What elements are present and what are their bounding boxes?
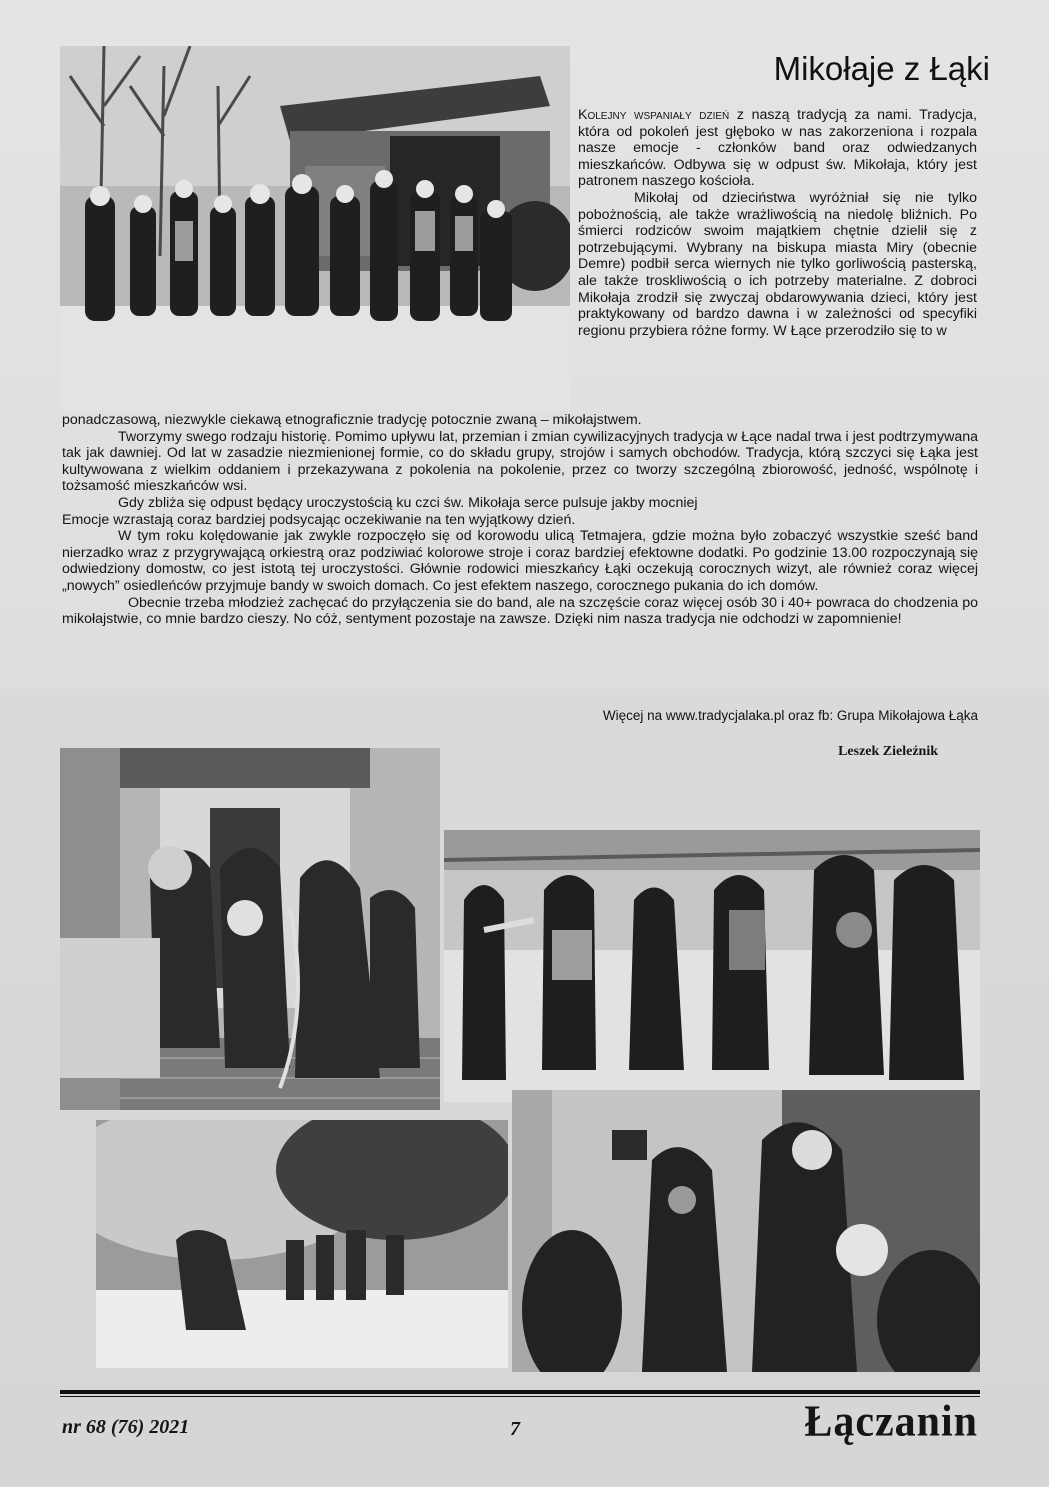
lead-smallcaps: Kolejny wspaniały dzień	[578, 107, 730, 123]
article-paragraph	[578, 107, 977, 190]
procession-smoke-photo	[96, 1120, 508, 1368]
author-name: Leszek Zieleźnik	[838, 744, 938, 759]
article-paragraph: W tym roku kolędowanie jak zwykle rozpoczęło się od korowodu ulicą Tetmajera, gdzie można było zobaczyć wszystkie sześć band nierzadko wraz z przygrywającą orkiestrą oraz podziwiać kolorowe stroje i coraz bardziej efektowne dodatki. Po godzinie 13.00 rozpoczynają się odwiedziony domostw, co jest istotą tej uroczystości. Głównie rodowici mieszkańcy Łąki oczekują corocznych wizyt, ale również coraz więcej „nowych” osiedleńców przyjmuje bandy w swoich domach. Co jest efektem naszego, corocznego pukania do ich domów.	[62, 528, 978, 594]
article-full-width-text	[62, 412, 978, 628]
article-paragraph: Gdy zbliża się odpust będący uroczystością ku czci św. Mikołaja serce pulsuje jakby mocniej	[118, 494, 698, 511]
masthead-logo: Łączanin	[804, 1397, 978, 1447]
more-info-line: Więcej na www.tradycjalaka.pl oraz fb: Grupa Mikołajowa Łąka	[602, 708, 978, 723]
article-paragraph: Obecnie trzeba młodzież zachęcać do przyłączenia sie do band, ale na szczęście coraz więcej osób 30 i 40+ powraca do chodzenia po mikołajstwie, co mnie bardzo cieszy. No cóż, sentyment pozostaje na zawsze. Dzięki nim nasza tradycja nie odchodzi w zapomnienie!	[62, 594, 978, 628]
page-number: 7	[510, 1418, 520, 1440]
group-photo-barn	[60, 46, 570, 410]
article-title: Mikołaje z Łąki	[773, 50, 990, 87]
band-musicians-photo	[444, 830, 980, 1102]
doorway-photo	[60, 748, 440, 1110]
footer-rule	[60, 1390, 980, 1394]
issue-number: nr 68 (76) 2021	[62, 1416, 190, 1438]
article-column-text	[578, 107, 977, 339]
lead-text: z naszą tradycją za nami. Tradycja, która od pokoleń jest głęboko w nas zakorzeniona i rozpala nasze emocje - członków band oraz odwiedzanych mieszkańców. Odbywa się w odpust św. Mikołaja, który jest patronem naszego kościoła.	[578, 107, 977, 190]
interior-visit-photo	[512, 1090, 980, 1372]
article-paragraph: Tworzymy swego rodzaju historię. Pomimo upływu lat, przemian i zmian cywilizacyjnych tradycja w Łące nadal trwa i jest podtrzymywana tak jak dawniej. Od lat w zasadzie niezmienionej formie, co do składu grupy, strojów i samych obchodów. Tradycja, którą szczyci się Łąka jest kultywowana z wielkim oddaniem i przekazywana z pokolenia na pokolenie, przez co tworzy szczególną zbiorowość, jedność, wspólnotę i tożsamość mieszkańców wsi.	[62, 428, 978, 495]
article-paragraph: ponadczasową, niezwykle ciekawą etnograficznie tradycję potocznie zwaną – mikołajstwem.	[62, 412, 642, 428]
article-paragraph: Emocje wzrastają coraz bardziej podsycając oczekiwanie na ten wyjątkowy dzień.	[62, 511, 576, 528]
article-paragraph: Mikołaj od dzieciństwa wyróżniał się nie tylko pobożnością, ale także wrażliwością na niedolę bliźnich. Po śmierci rodziców swoim majątkiem chętnie dzielił się z potrzebującymi. Wybrany na biskupa miasta Miry (obecnie Demre) podbił serca wiernych nie tylko gorliwością pasterską, ale także troskliwością o ich potrzeby materialne. Z dobroci Mikołaja zrodził się zwyczaj obdarowywania dzieci, który jest praktykowany od bardzo dawna i w zależności od specyfiki regionu przybiera różne formy. W Łące przerodziło się to w	[578, 189, 977, 339]
